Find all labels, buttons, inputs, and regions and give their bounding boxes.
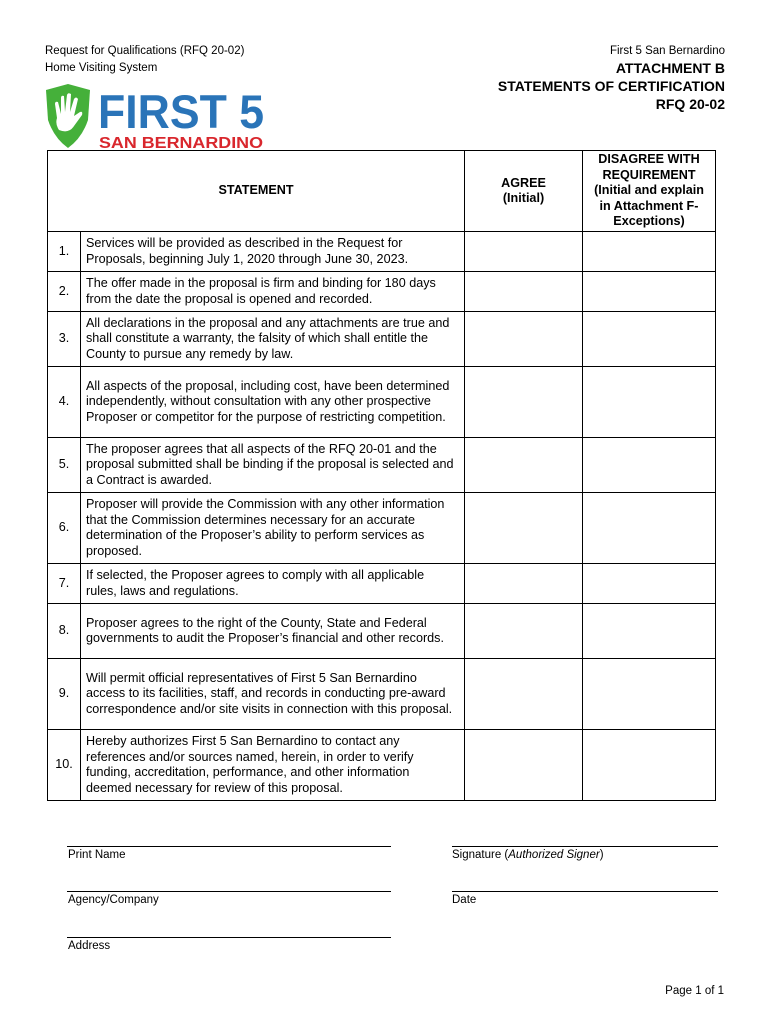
- row-number: 8.: [48, 604, 81, 659]
- agree-header-line: AGREE: [501, 175, 546, 190]
- disagree-header-line: in Attachment F-: [599, 198, 699, 213]
- table-header-row: [48, 151, 716, 232]
- row-statement: Proposer agrees to the right of the County, State and Federal governments to audit the Proposer’s financial and other records.: [81, 604, 465, 659]
- disagree-initial-field[interactable]: [583, 730, 716, 801]
- table-row: [48, 367, 716, 438]
- agree-header-line: (Initial): [502, 191, 545, 205]
- signature-label-text: ): [599, 849, 604, 861]
- agree-initial-field[interactable]: [465, 272, 583, 312]
- address-line[interactable]: [67, 937, 391, 938]
- row-statement: Will permit official representatives of First 5 San Bernardino access to its facilities, staff, and records in conducting pre-award correspondence and/or site visits in connection with this proposal.: [81, 659, 465, 730]
- signature-label: [452, 849, 604, 861]
- table-row: [48, 659, 716, 730]
- agree-initial-field[interactable]: [465, 232, 583, 272]
- disagree-initial-field[interactable]: [583, 564, 716, 604]
- print-name-label: Print Name: [68, 849, 126, 861]
- disagree-initial-field[interactable]: [583, 367, 716, 438]
- row-number: 7.: [48, 564, 81, 604]
- disagree-header-line: (Initial and explain: [594, 183, 704, 198]
- table-row: [48, 232, 716, 272]
- agree-initial-field[interactable]: [465, 493, 583, 564]
- row-statement: If selected, the Proposer agrees to comply with all applicable rules, laws and regulations.: [81, 564, 465, 604]
- rfq-label: Request for Qualifications (RFQ 20-02): [45, 45, 245, 57]
- disagree-initial-field[interactable]: [583, 312, 716, 367]
- row-number: 10.: [48, 730, 81, 801]
- row-statement: Proposer will provide the Commission with any other information that the Commission determines necessary for an accurate determination of the Proposer’s ability to perform services as proposed.: [81, 493, 465, 564]
- table-row: [48, 604, 716, 659]
- table-row: [48, 272, 716, 312]
- first5-logo: [44, 84, 268, 155]
- row-statement: Services will be provided as described in the Request for Proposals, beginning July 1, 2020 through June 30, 2023.: [81, 232, 465, 272]
- agree-initial-field[interactable]: [465, 730, 583, 801]
- signature-label-emphasis: Authorized Signer: [508, 849, 600, 861]
- statement-column-header: [48, 151, 465, 232]
- row-number: 5.: [48, 438, 81, 493]
- system-label: Home Visiting System: [45, 62, 158, 74]
- disagree-initial-field[interactable]: [583, 493, 716, 564]
- table-row: [48, 730, 716, 801]
- disagree-header-line: Exceptions): [613, 214, 685, 229]
- disagree-column-header: [583, 151, 716, 232]
- row-number: 3.: [48, 312, 81, 367]
- agree-initial-field[interactable]: [465, 312, 583, 367]
- row-number: 4.: [48, 367, 81, 438]
- agency-label: Agency/Company: [68, 894, 159, 906]
- row-statement: The proposer agrees that all aspects of the RFQ 20-01 and the proposal submitted shall be binding if the proposal is selected and a Contract is awarded.: [81, 438, 465, 493]
- logo-graphic: [44, 84, 268, 150]
- disagree-initial-field[interactable]: [583, 232, 716, 272]
- row-number: 2.: [48, 272, 81, 312]
- table-row: [48, 564, 716, 604]
- signature-line[interactable]: [452, 846, 718, 847]
- disagree-initial-field[interactable]: [583, 438, 716, 493]
- row-statement: The offer made in the proposal is firm and binding for 180 days from the date the proposal is opened and recorded.: [81, 272, 465, 312]
- agree-initial-field[interactable]: [465, 604, 583, 659]
- agree-initial-field[interactable]: [465, 659, 583, 730]
- logo-sub: SAN BERNARDINO: [99, 135, 263, 150]
- agency-line[interactable]: [67, 891, 391, 892]
- disagree-header-line: DISAGREE WITH: [598, 152, 700, 167]
- address-label: Address: [68, 940, 111, 952]
- disagree-initial-field[interactable]: [583, 604, 716, 659]
- attachment-label: ATTACHMENT B: [615, 60, 725, 76]
- row-number: 6.: [48, 493, 81, 564]
- rfq-number: RFQ 20-02: [655, 96, 725, 112]
- disagree-initial-field[interactable]: [583, 659, 716, 730]
- row-statement: Hereby authorizes First 5 San Bernardino to contact any references and/or sources named, herein, in order to verify funding, accreditation, performance, and other information deemed necessary for review of this proposal.: [81, 730, 465, 801]
- signature-label-text: Signature (: [452, 849, 509, 861]
- page-number: Page 1 of 1: [665, 985, 724, 997]
- org-label: First 5 San Bernardino: [609, 45, 725, 57]
- row-statement: All aspects of the proposal, including cost, have been determined independently, without consultation with any other prospective Proposer or competitor for the purpose of restricting competition.: [81, 367, 465, 438]
- agree-initial-field[interactable]: [465, 438, 583, 493]
- table-row: [48, 493, 716, 564]
- table-row: [48, 312, 716, 367]
- disagree-initial-field[interactable]: [583, 272, 716, 312]
- agree-initial-field[interactable]: [465, 367, 583, 438]
- certification-table: [47, 150, 716, 801]
- document-title: STATEMENTS OF CERTIFICATION: [497, 78, 725, 94]
- row-statement: All declarations in the proposal and any attachments are true and shall constitute a warranty, the falsity of which shall entitle the County to pursue any remedy by law.: [81, 312, 465, 367]
- row-number: 9.: [48, 659, 81, 730]
- statement-header-label: STATEMENT: [218, 183, 294, 198]
- logo-word: FIRST 5: [98, 85, 264, 138]
- date-line[interactable]: [452, 891, 718, 892]
- print-name-line[interactable]: [67, 846, 391, 847]
- agree-initial-field[interactable]: [465, 564, 583, 604]
- disagree-header-line: REQUIREMENT: [602, 167, 696, 182]
- table-row: [48, 438, 716, 493]
- agree-column-header: [465, 151, 583, 232]
- date-label: Date: [452, 894, 477, 906]
- row-number: 1.: [48, 232, 81, 272]
